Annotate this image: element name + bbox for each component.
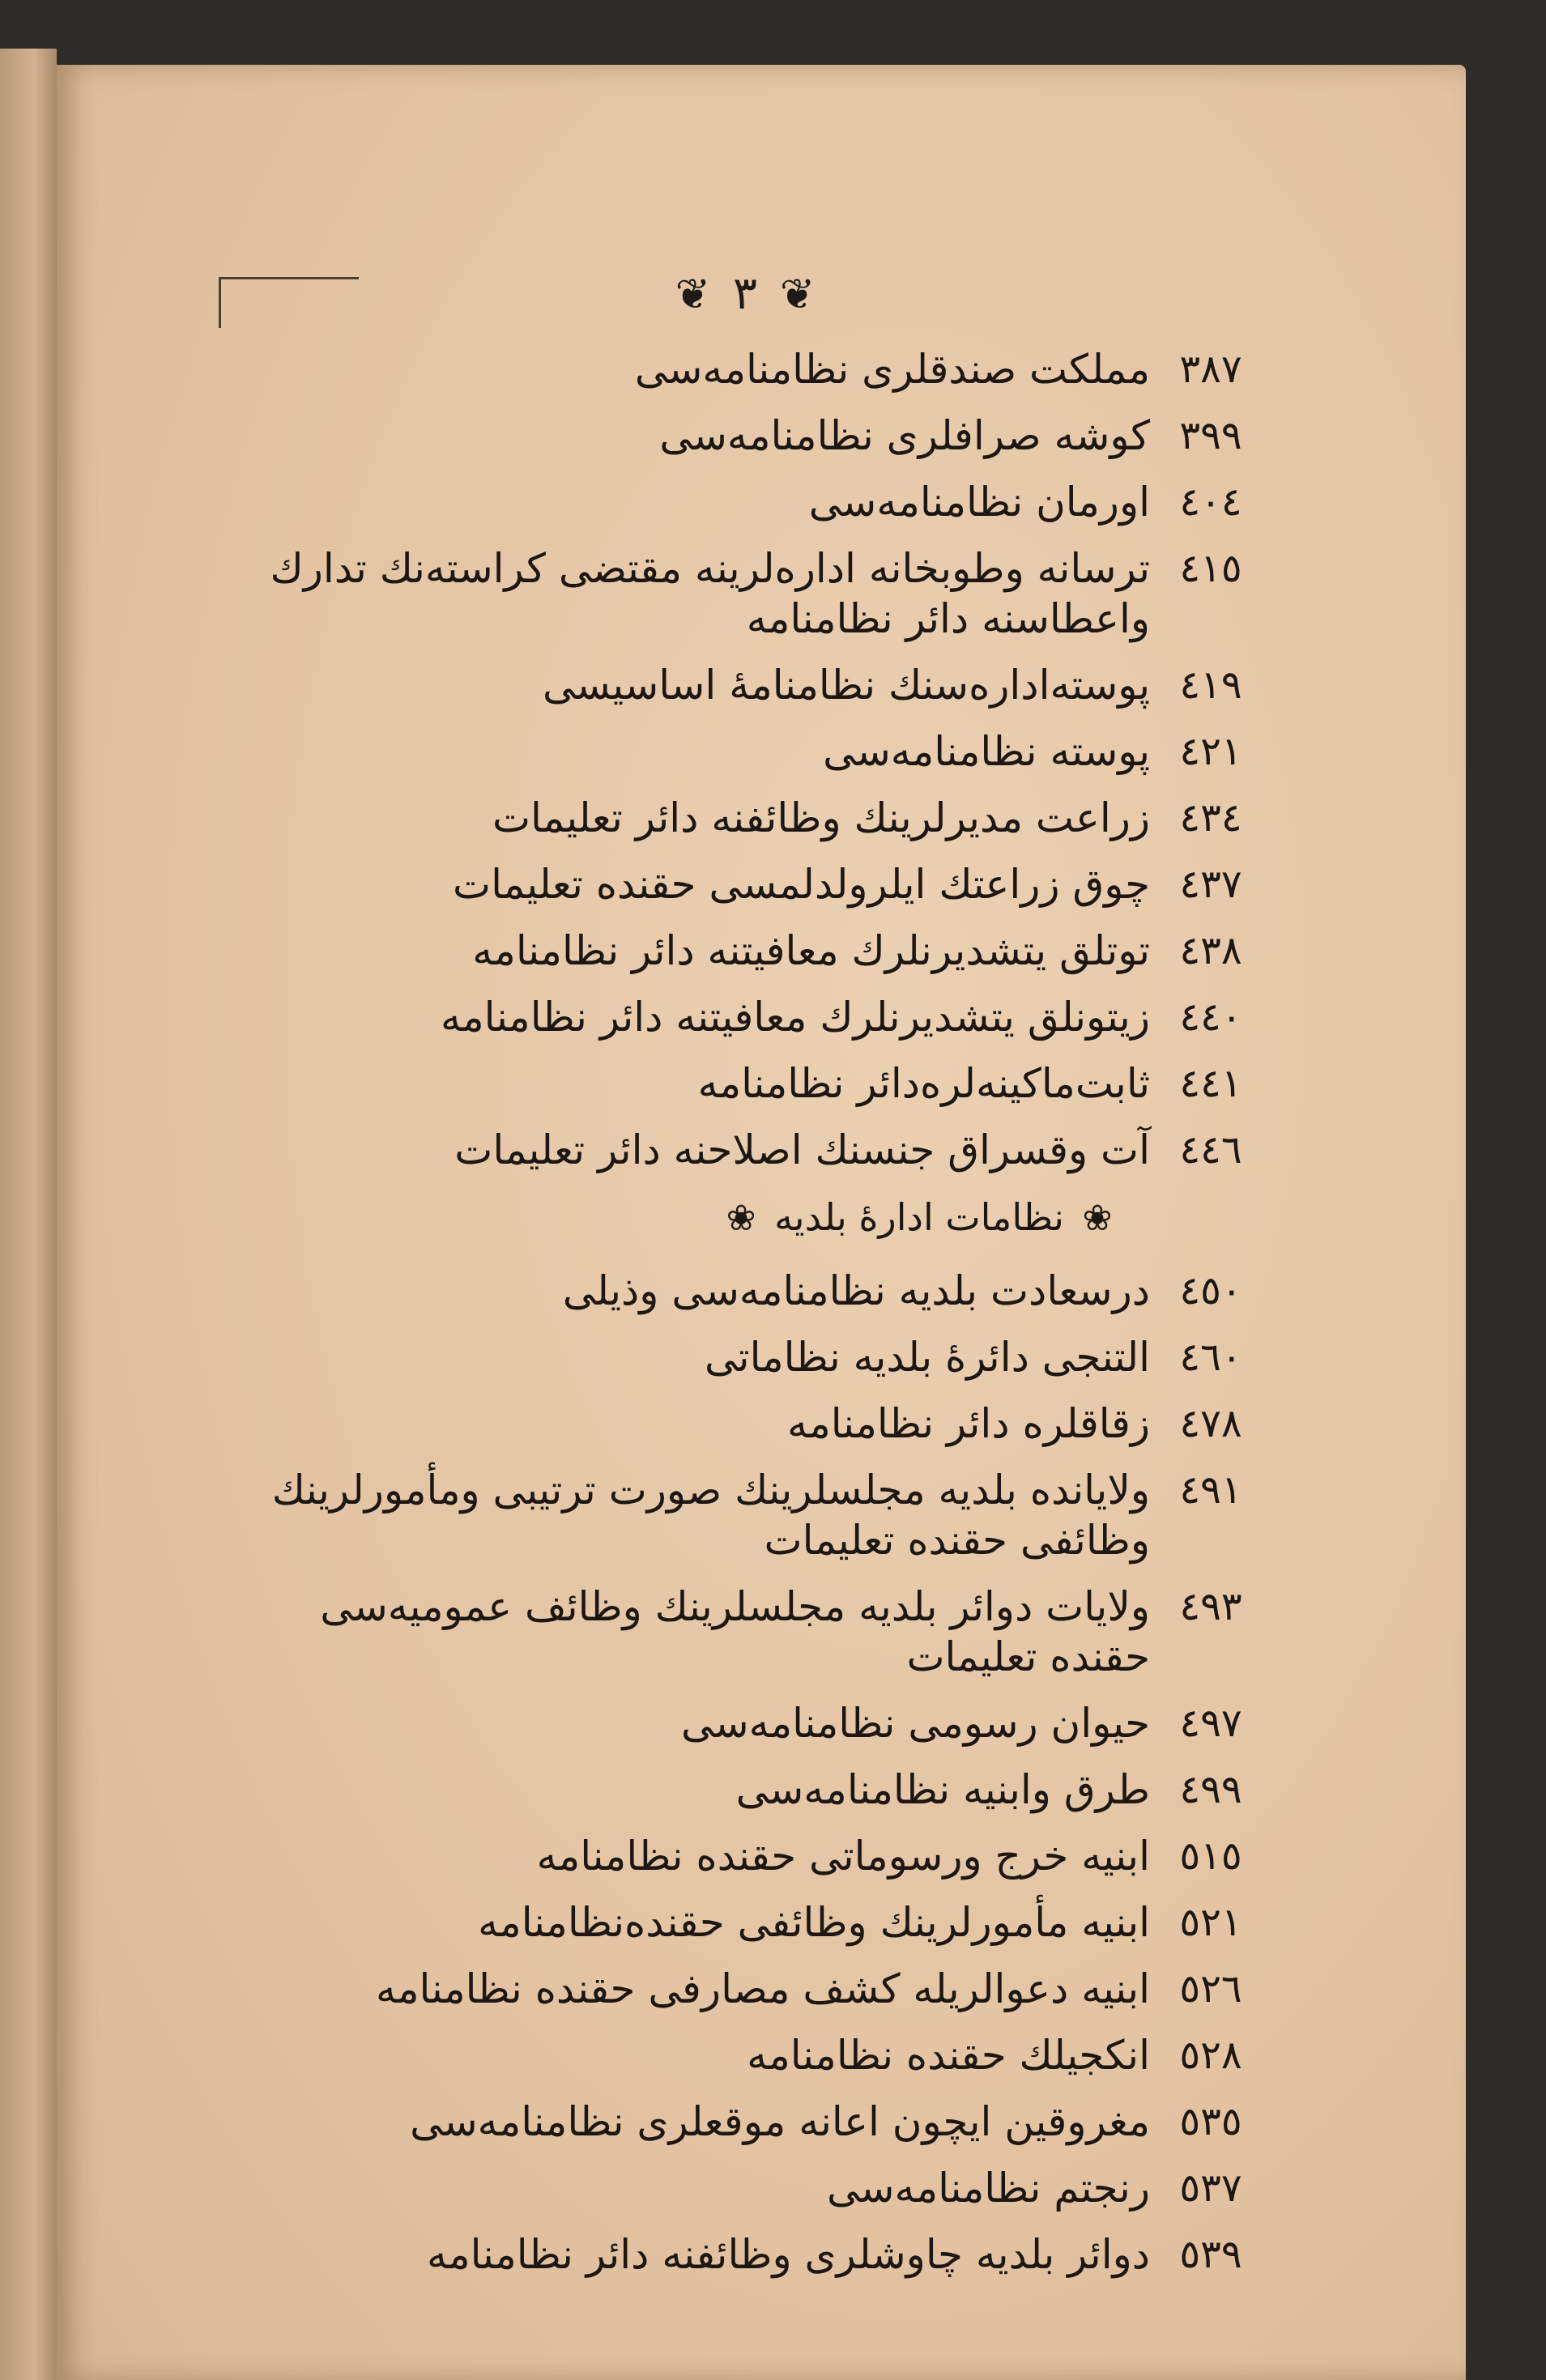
toc-page-number: ٥٢٦	[1179, 1966, 1242, 2012]
toc-page-number: ٤٧٨	[1179, 1401, 1242, 1446]
toc-title: توتلق يتشديرنلرك معافيتنه دائر نظامنامه	[472, 927, 1150, 974]
toc-entry	[243, 2229, 1271, 2280]
toc-title: آت وقسراق جنسنك اصلاحنه دائر تعليمات	[454, 1126, 1150, 1173]
toc-entry	[243, 1332, 1271, 1382]
toc-page-number: ٥١٥	[1179, 1833, 1242, 1879]
toc-title: پوسته نظامنامه‌سى	[823, 728, 1150, 775]
toc-entry	[243, 992, 1271, 1042]
toc-title: زراعت مديرلرينك وظائفنه دائر تعليمات	[492, 794, 1150, 841]
toc-entry	[243, 477, 1271, 527]
book-page	[57, 65, 1466, 2380]
toc-entry	[243, 660, 1271, 710]
toc-title: كوشه صرافلرى نظامنامه‌سى	[659, 412, 1150, 459]
toc-page-number: ٤١٩	[1179, 662, 1242, 708]
section-heading	[243, 1191, 1271, 1245]
ornament-flower-icon: ❀	[726, 1198, 756, 1239]
toc-entry	[243, 411, 1271, 461]
previous-page-edge	[0, 49, 57, 2380]
toc-page-number: ٥٣٧	[1179, 2165, 1242, 2211]
toc-entry	[243, 1897, 1271, 1948]
toc-entry	[243, 2163, 1271, 2213]
toc-entry	[243, 2097, 1271, 2147]
toc-entry	[243, 344, 1271, 394]
toc-entry	[243, 543, 1271, 644]
toc-entry	[243, 1831, 1271, 1881]
toc-page-number: ٥٣٩	[1179, 2232, 1242, 2277]
toc-page-number: ٣٩٩	[1179, 413, 1242, 458]
ornament-right-icon: ❦	[779, 270, 816, 319]
toc-title: اورمان نظامنامه‌سى	[808, 479, 1150, 526]
toc-title: ابنيه مأمورلرينك وظائفى حقنده‌نظامنامه	[478, 1899, 1150, 1946]
toc-entry	[243, 793, 1271, 843]
toc-entry	[243, 859, 1271, 909]
toc-title: ولايانده بلديه مجلسلرينك صورت ترتيبى ومأمورلرينك وظائفى حقنده تعليمات	[271, 1467, 1150, 1564]
toc-page-number: ٤٩١	[1179, 1467, 1242, 1513]
toc-entry	[243, 1399, 1271, 1449]
toc-title: درسعادت بلديه نظامنامه‌سى وذيلى	[562, 1267, 1150, 1314]
toc-entry	[243, 726, 1271, 777]
toc-entry	[243, 1266, 1271, 1316]
toc-entry	[243, 1698, 1271, 1748]
toc-title: پوسته‌اداره‌سنك نظامنامهٔ اساسيسى	[543, 662, 1150, 709]
toc-title: مغروقين ايچون اعانه موقعلرى نظامنامه‌سى	[410, 2098, 1150, 2145]
ornament-left-icon: ❦	[675, 270, 711, 319]
toc-page-number: ٥٢٨	[1179, 2033, 1242, 2078]
toc-page-number: ٤٣٨	[1179, 928, 1242, 973]
toc-page-number: ٤٩٩	[1179, 1767, 1242, 1812]
toc-entry	[243, 926, 1271, 976]
toc-title: رنجتم نظامنامه‌سى	[826, 2165, 1150, 2212]
toc-title: ترسانه وطوبخانه اداره‌لرينه مقتضى كراسته‌نك تدارك واعطاسنه دائر نظامنامه	[270, 545, 1150, 642]
toc-page-number: ٣٨٧	[1179, 347, 1242, 392]
toc-title: ولايات دوائر بلديه مجلسلرينك وظائف عموميه‌سى حقنده تعليمات	[320, 1583, 1150, 1680]
toc-title: ثابت‌ماكينه‌لره‌دائر نظامنامه	[697, 1060, 1150, 1107]
toc-title: زيتونلق يتشديرنلرك معافيتنه دائر نظامنامه	[441, 994, 1150, 1041]
toc-title: التنجى دائرهٔ بلديه نظاماتى	[705, 1334, 1150, 1381]
toc-entry	[243, 2030, 1271, 2080]
toc-title: ابنيه دعوالريله كشف مصارفى حقنده نظامنامه	[375, 1965, 1150, 2012]
toc-entry	[243, 1058, 1271, 1109]
page-number: ٣	[732, 267, 758, 320]
toc-title: ابنيه خرج ورسوماتى حقنده نظامنامه	[536, 1833, 1150, 1880]
toc-page-number: ٤٣٧	[1179, 862, 1242, 907]
toc-title: دوائر بلديه چاوشلرى وظائفنه دائر نظامنامه	[427, 2231, 1150, 2278]
toc-page-number: ٤٦٠	[1179, 1335, 1242, 1380]
toc-page-number: ٤٤١	[1179, 1061, 1242, 1106]
toc-title: حيوان رسومى نظامنامه‌سى	[681, 1700, 1150, 1747]
toc-page-number: ٤٣٤	[1179, 795, 1242, 841]
toc-page-number: ٤٩٧	[1179, 1701, 1242, 1746]
toc-entry	[243, 1765, 1271, 1815]
toc-page-number: ٤٠٤	[1179, 479, 1242, 525]
page-number-header	[57, 267, 1433, 320]
ornament-flower-icon: ❀	[1082, 1198, 1113, 1239]
toc-title: زقاقلره دائر نظامنامه	[787, 1400, 1150, 1447]
toc-page-number: ٤٩٣	[1179, 1584, 1242, 1629]
toc-title: مملكت صندقلرى نظامنامه‌سى	[634, 346, 1150, 393]
toc-page-number: ٤٥٠	[1179, 1268, 1242, 1313]
toc-title: چوق زراعتك ايلرولدلمسى حقنده تعليمات	[453, 861, 1150, 908]
toc-entry	[243, 1582, 1271, 1682]
toc-page-number: ٥٢١	[1179, 1900, 1242, 1945]
table-of-contents	[243, 344, 1271, 2296]
toc-entry	[243, 1125, 1271, 1175]
toc-title: طرق وابنيه نظامنامه‌سى	[735, 1766, 1150, 1813]
toc-page-number: ٤٤٦	[1179, 1127, 1242, 1173]
toc-page-number: ٤٢١	[1179, 729, 1242, 774]
toc-page-number: ٤١٥	[1179, 546, 1242, 591]
toc-page-number: ٥٣٥	[1179, 2099, 1242, 2144]
section-heading-text: نظامات ادارهٔ بلديه	[774, 1195, 1064, 1239]
toc-entry	[243, 1465, 1271, 1565]
toc-title: انكجيلك حقنده نظامنامه	[747, 2032, 1150, 2079]
toc-page-number: ٤٤٠	[1179, 994, 1242, 1040]
toc-entry	[243, 1964, 1271, 2014]
